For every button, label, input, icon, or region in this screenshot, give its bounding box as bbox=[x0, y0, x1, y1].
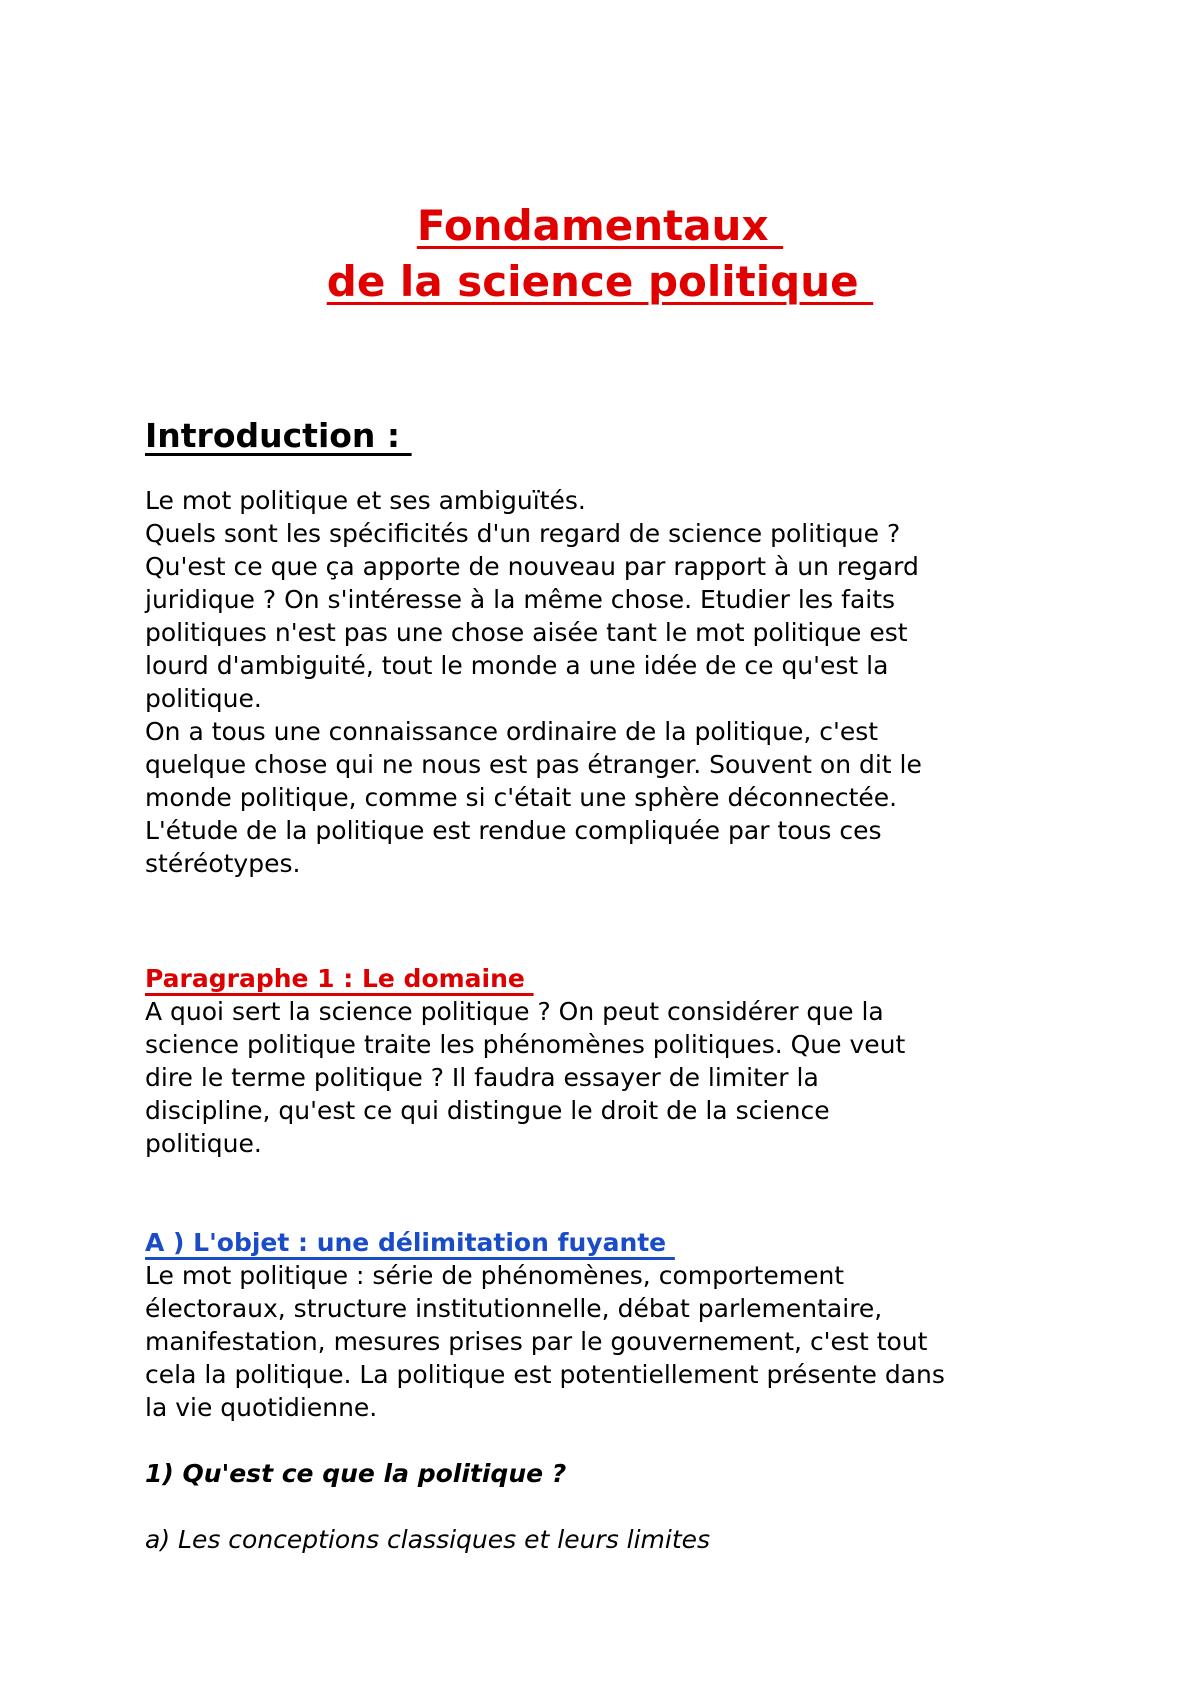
spacer bbox=[145, 880, 1085, 962]
section-a-heading-text: A ) L'objet : une délimitation fuyante bbox=[145, 1228, 675, 1257]
document-title bbox=[0, 198, 1200, 310]
paragraphe-1-heading bbox=[145, 962, 1085, 995]
text-line: lourd d'ambiguité, tout le monde a une idée de ce qu'est la bbox=[145, 651, 889, 680]
subsection-a-heading: a) Les conceptions classiques et leurs limites bbox=[145, 1525, 711, 1554]
paragraphe-1-heading-text: Paragraphe 1 : Le domaine bbox=[145, 964, 534, 993]
text-line: Le mot politique et ses ambiguïtés. bbox=[145, 486, 586, 515]
paragraphe-1-text bbox=[145, 995, 1085, 1160]
introduction-heading bbox=[145, 414, 1085, 458]
text-line: juridique ? On s'intéresse à la même chose. Etudier les faits bbox=[145, 585, 896, 614]
text-line: politiques n'est pas une chose aisée tant le mot politique est bbox=[145, 618, 908, 647]
text-line: Qu'est ce que ça apporte de nouveau par rapport à un regard bbox=[145, 552, 919, 581]
section-a-heading bbox=[145, 1226, 1085, 1259]
title-line-2-text: de la science politique bbox=[326, 257, 874, 306]
text-line: la vie quotidienne. bbox=[145, 1393, 378, 1422]
text-line: Le mot politique : série de phénomènes, comportement bbox=[145, 1261, 845, 1290]
text-line: On a tous une connaissance ordinaire de la politique, c'est bbox=[145, 717, 879, 746]
subsection-1-heading: 1) Qu'est ce que la politique ? bbox=[145, 1459, 567, 1488]
spacer bbox=[145, 1160, 1085, 1226]
title-line-1-text: Fondamentaux bbox=[416, 201, 784, 250]
document-body bbox=[145, 414, 1085, 1556]
text-line: quelque chose qui ne nous est pas étranger. Souvent on dit le bbox=[145, 750, 922, 779]
text-line: manifestation, mesures prises par le gouvernement, c'est tout bbox=[145, 1327, 928, 1356]
text-line: électoraux, structure institutionnelle, débat parlementaire, bbox=[145, 1294, 883, 1323]
section-a-text bbox=[145, 1259, 1085, 1424]
title-line-2 bbox=[0, 254, 1200, 310]
text-line: Quels sont les spécificités d'un regard de science politique ? bbox=[145, 519, 901, 548]
text-line: cela la politique. La politique est potentiellement présente dans bbox=[145, 1360, 945, 1389]
text-line: monde politique, comme si c'était une sphère déconnectée. bbox=[145, 783, 898, 812]
text-line: A quoi sert la science politique ? On peut considérer que la bbox=[145, 997, 884, 1026]
text-line: dire le terme politique ? Il faudra essayer de limiter la bbox=[145, 1063, 819, 1092]
spacer bbox=[145, 1490, 1085, 1523]
text-line: politique. bbox=[145, 684, 262, 713]
spacer bbox=[145, 1424, 1085, 1457]
text-line: discipline, qu'est ce qui distingue le droit de la science bbox=[145, 1096, 830, 1125]
text-line: L'étude de la politique est rendue compliquée par tous ces bbox=[145, 816, 882, 845]
title-line-1 bbox=[0, 198, 1200, 254]
introduction-heading-text: Introduction : bbox=[145, 416, 412, 455]
text-line: science politique traite les phénomènes politiques. Que veut bbox=[145, 1030, 906, 1059]
text-line: stéréotypes. bbox=[145, 849, 301, 878]
introduction-text bbox=[145, 484, 1085, 880]
text-line: politique. bbox=[145, 1129, 262, 1158]
